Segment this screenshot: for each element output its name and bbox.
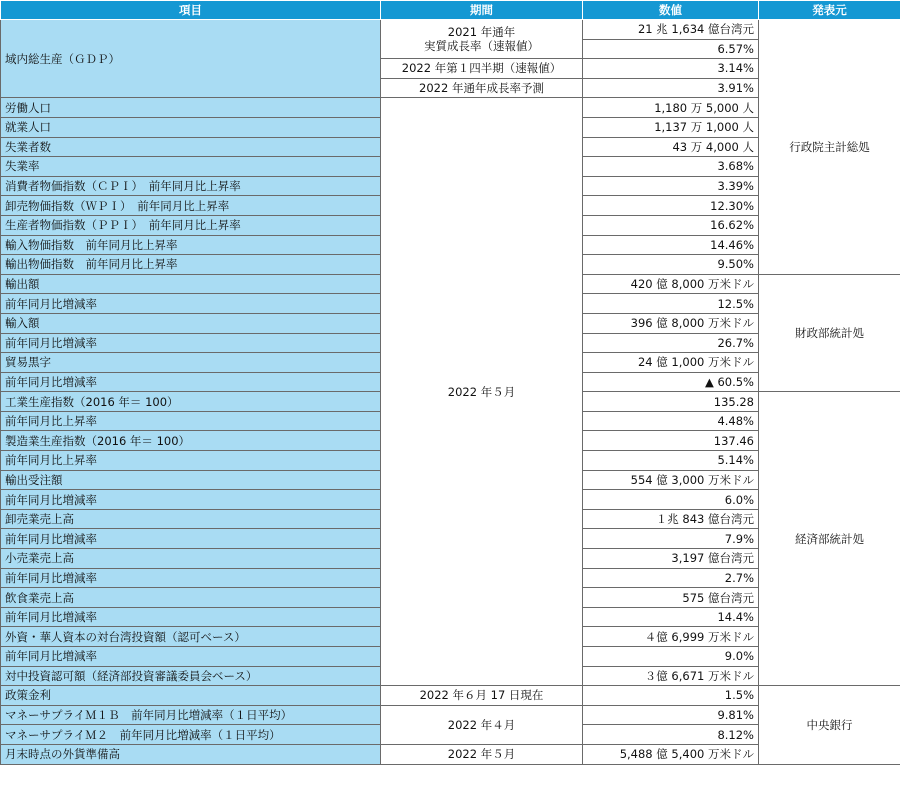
gdp-value-1b: 6.57% [583,39,759,59]
row-item: 貿易黒字 [1,353,381,373]
publisher-dgbas: 行政院主計総処 [759,20,900,275]
m1b-value: 9.81% [583,705,759,725]
gdp-item: 域内総生産（ＧＤＰ） [1,20,381,98]
row-value: 3.39% [583,176,759,196]
row-value: 6.0% [583,490,759,510]
header-row [1,1,900,20]
money-period: 2022 年４月 [381,705,583,744]
gdp-value-3: 3.91% [583,78,759,98]
row-item: 前年同月比増減率 [1,294,381,314]
row-item: 消費者物価指数（ＣＰＩ） 前年同月比上昇率 [1,176,381,196]
row-value: １兆 843 億台湾元 [583,509,759,529]
gdp-period-3: 2022 年通年成長率予測 [381,78,583,98]
row-item: 就業人口 [1,117,381,137]
gdp-value-1a: 21 兆 1,634 億台湾元 [583,20,759,40]
row-item: 対中投資認可額（経済部投資審議委員会ベース） [1,666,381,686]
publisher-cbc: 中央銀行 [759,686,900,764]
row-item: 輸入額 [1,313,381,333]
policy-rate-period: 2022 年６月 17 日現在 [381,686,583,706]
row-item: 前年同月比増減率 [1,333,381,353]
row-value: 7.9% [583,529,759,549]
row-value: 4.48% [583,411,759,431]
header-item: 項目 [1,1,381,20]
row-value: 1,180 万 5,000 人 [583,98,759,118]
header-value: 数値 [583,1,759,20]
m1b-item: マネーサプライＭ１Ｂ 前年同月比増減率（１日平均） [1,705,381,725]
row-item: 輸出物価指数 前年同月比上昇率 [1,255,381,275]
row-item: 失業者数 [1,137,381,157]
row-value: 1,137 万 1,000 人 [583,117,759,137]
row-value: 24 億 1,000 万米ドル [583,353,759,373]
row-item: 前年同月比増減率 [1,568,381,588]
row-value: 43 万 4,000 人 [583,137,759,157]
row-item: 輸入物価指数 前年同月比上昇率 [1,235,381,255]
row-value: 12.30% [583,196,759,216]
row-value: 420 億 8,000 万米ドル [583,274,759,294]
row-value: 575 億台湾元 [583,588,759,608]
row-item: 前年同月比増減率 [1,372,381,392]
row-item: 製造業生産指数（2016 年＝ 100） [1,431,381,451]
row-value: 3.68% [583,157,759,177]
row-value: 14.46% [583,235,759,255]
header-period: 期間 [381,1,583,20]
row-value: 135.28 [583,392,759,412]
row-value: ３億 6,671 万米ドル [583,666,759,686]
row-item: 前年同月比増減率 [1,647,381,667]
row-item: 前年同月比増減率 [1,607,381,627]
row-value: 2.7% [583,568,759,588]
fx-reserve-period: 2022 年５月 [381,744,583,764]
row-item: 卸売業売上高 [1,509,381,529]
header-publisher: 発表元 [759,1,900,20]
row-item: 輸出受注額 [1,470,381,490]
row-value: 554 億 3,000 万米ドル [583,470,759,490]
publisher-moea: 経済部統計処 [759,392,900,686]
gdp-period-1-line1: 2021 年通年 [447,25,516,40]
row-value: 137.46 [583,431,759,451]
publisher-mof: 財政部統計処 [759,274,900,392]
row-value: 396 億 8,000 万米ドル [583,313,759,333]
fx-reserve-value: 5,488 億 5,400 万米ドル [583,744,759,764]
row-value: 9.50% [583,255,759,275]
row-value: 3,197 億台湾元 [583,549,759,569]
table-row [1,686,900,706]
row-value: ４億 6,999 万米ドル [583,627,759,647]
row-item: 失業率 [1,157,381,177]
row-value: 12.5% [583,294,759,314]
table-row [1,20,900,40]
row-value: ▲ 60.5% [583,372,759,392]
gdp-value-2: 3.14% [583,59,759,79]
row-item: 前年同月比上昇率 [1,451,381,471]
gdp-period-1 [381,20,583,59]
m2-value: 8.12% [583,725,759,745]
row-item: 飲食業売上高 [1,588,381,608]
row-item: 前年同月比上昇率 [1,411,381,431]
row-value: 14.4% [583,607,759,627]
row-item: 輸出額 [1,274,381,294]
row-item: 前年同月比増減率 [1,490,381,510]
row-item: 外資・華人資本の対台湾投資額（認可ベース） [1,627,381,647]
row-item: 生産者物価指数（ＰＰＩ） 前年同月比上昇率 [1,215,381,235]
row-item: 工業生産指数（2016 年＝ 100） [1,392,381,412]
row-value: 9.0% [583,647,759,667]
gdp-period-2: 2022 年第１四半期（速報値） [381,59,583,79]
fx-reserve-item: 月末時点の外貨準備高 [1,744,381,764]
gdp-period-1-line2: 実質成長率（速報値） [424,39,539,54]
row-item: 前年同月比増減率 [1,529,381,549]
row-item: 労働人口 [1,98,381,118]
row-value: 5.14% [583,451,759,471]
policy-rate-value: 1.5% [583,686,759,706]
row-item: 小売業売上高 [1,549,381,569]
policy-rate-item: 政策金利 [1,686,381,706]
row-value: 26.7% [583,333,759,353]
main-period: 2022 年５月 [381,98,583,686]
row-value: 16.62% [583,215,759,235]
row-item: 卸売物価指数（ＷＰＩ） 前年同月比上昇率 [1,196,381,216]
m2-item: マネーサプライＭ２ 前年同月比増減率（１日平均） [1,725,381,745]
